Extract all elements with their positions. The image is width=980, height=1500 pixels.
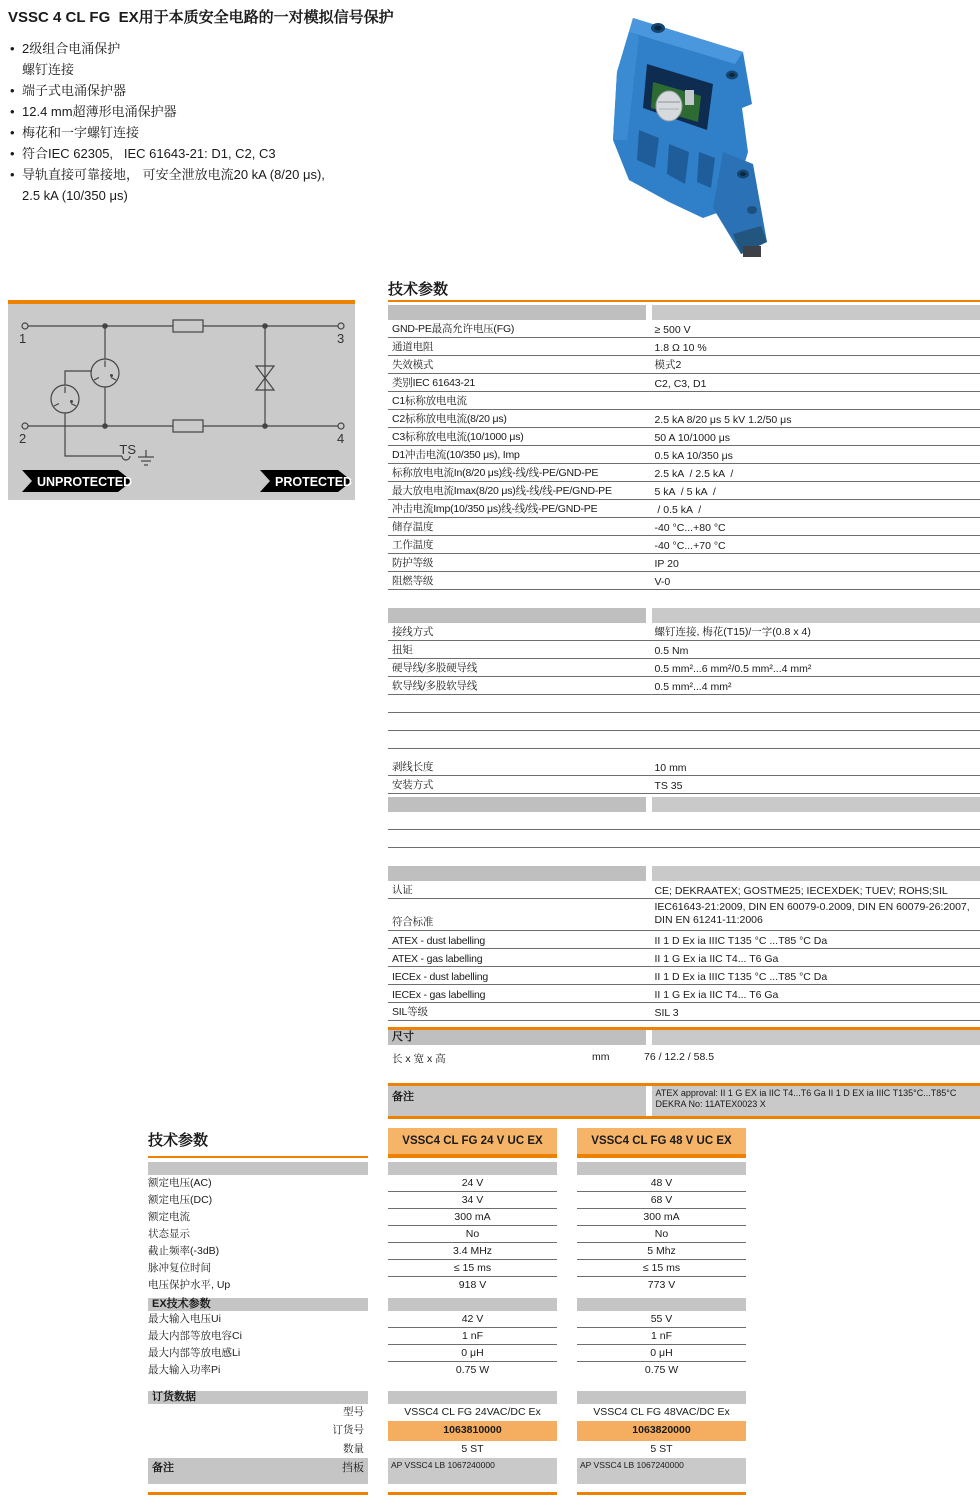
remarks-value xyxy=(652,1086,980,1116)
terminal-label-3: 3 xyxy=(337,331,345,346)
section-bar xyxy=(388,797,980,812)
spec-row xyxy=(388,677,980,695)
spec-label: 数量 xyxy=(343,1443,364,1455)
spec-row xyxy=(388,572,980,590)
feature-text: 螺钉连接 xyxy=(22,62,75,77)
order-number: 1063810000 xyxy=(388,1421,557,1441)
spec-value: / 0.5 kA / xyxy=(654,504,702,516)
section-bar xyxy=(148,1162,368,1175)
spec-row xyxy=(388,338,980,356)
product-header-2: VSSC4 CL FG 48 V UC EX xyxy=(577,1128,746,1158)
spec-value: 24 V xyxy=(388,1175,557,1192)
spec-row xyxy=(388,446,980,464)
accessory-value: AP VSSC4 LB 1067240000 xyxy=(388,1458,557,1484)
spec-value: II 1 G Ex ia IIC T4... T6 Ga xyxy=(654,989,779,1001)
remark-row xyxy=(148,1458,368,1484)
spec-label: 软导线/多股软导线 xyxy=(392,680,478,692)
spec-value: 42 V xyxy=(388,1311,557,1328)
spec-row xyxy=(388,554,980,572)
bullet-icon: • xyxy=(10,125,15,140)
spec-label: 额定电流 xyxy=(148,1211,190,1223)
spec-row xyxy=(388,536,980,554)
spec-row xyxy=(388,931,980,949)
spec-value: -40 °C...+80 °C xyxy=(654,522,726,534)
spec-value: 34 V xyxy=(388,1192,557,1209)
product-header-1: VSSC4 CL FG 24 V UC EX xyxy=(388,1128,557,1158)
spec-label: IECEx - dust labelling xyxy=(392,971,488,983)
table-gap xyxy=(388,848,980,863)
spec-label: 最大放电电流Imax(8/20 μs)线-线/线-PE/GND-PE xyxy=(392,485,612,497)
section-bar xyxy=(388,1391,557,1404)
spec-value: VSSC4 CL FG 24VAC/DC Ex xyxy=(404,1406,541,1418)
feature-item xyxy=(10,164,325,185)
bar-right xyxy=(652,608,980,623)
feature-text: 2级组合电涌保护 xyxy=(22,41,121,56)
empty-row xyxy=(388,830,980,848)
remarks-title: 备注 xyxy=(388,1086,646,1116)
accessory-label: 挡板 xyxy=(342,1462,364,1474)
spec-value: ≤ 15 ms xyxy=(388,1260,557,1277)
spec-value: 5 Mhz xyxy=(577,1243,746,1260)
table-gap xyxy=(148,1379,368,1387)
spec-label: 剥线长度 xyxy=(392,761,434,773)
product-photo xyxy=(595,12,775,270)
spec-value: 螺钉连接, 梅花(T15)/一字(0.8 x 4) xyxy=(654,626,811,638)
spec-label: 冲击电流Imp(10/350 μs)线-线/线-PE/GND-PE xyxy=(392,503,598,515)
product-photo-image xyxy=(595,12,775,265)
spec-value: No xyxy=(577,1226,746,1243)
spec-row xyxy=(388,758,980,776)
spec-row xyxy=(388,623,980,641)
section-bar xyxy=(577,1391,746,1404)
spec-value: TS 35 xyxy=(654,780,683,792)
spec-label: 电压保护水平, Up xyxy=(148,1279,231,1291)
empty-row xyxy=(388,713,980,731)
terminal-label-2: 2 xyxy=(19,431,27,446)
bullet-icon: • xyxy=(10,83,15,98)
feature-text: 端子式电涌保护器 xyxy=(22,83,127,98)
spec-label: 硬导线/多股硬导线 xyxy=(392,662,478,674)
spec-value: V-0 xyxy=(654,576,671,588)
comparison-label-column xyxy=(148,1128,368,1495)
spec-value: 0.5 mm²...4 mm² xyxy=(654,681,732,693)
dimensions-title: 尺寸 xyxy=(388,1030,646,1045)
spec-value: CE; DEKRAATEX; GOSTME25; IECEXDEK; TUEV; ROHS;SIL xyxy=(654,885,948,897)
spec-label: 最大输入电压Ui xyxy=(148,1313,221,1325)
feature-text: 2.5 kA (10/350 μs) xyxy=(22,188,128,203)
bullet-spacer xyxy=(10,59,22,80)
spec-row xyxy=(388,356,980,374)
remark-title: 备注 xyxy=(152,1462,174,1474)
remarks-block xyxy=(388,1083,980,1119)
spec-label: 型号 xyxy=(343,1406,364,1418)
spec-value: ≤ 15 ms xyxy=(577,1260,746,1277)
spec-row xyxy=(388,881,980,899)
section-bar: EX技术参数 xyxy=(148,1298,368,1311)
page-title: VSSC 4 CL FG EX用于本质安全电路的一对模拟信号保护 xyxy=(8,9,394,26)
product-column-1 xyxy=(388,1128,557,1495)
spec-label: 标称放电电流In(8/20 μs)线-线/线-PE/GND-PE xyxy=(392,467,599,479)
bullet-icon: • xyxy=(10,167,15,182)
spec-row xyxy=(388,374,980,392)
spec-label: IECEx - gas labelling xyxy=(392,989,486,1001)
spec-value: 918 V xyxy=(458,1279,487,1291)
spec-label: GND-PE最高允许电压(FG) xyxy=(392,323,515,335)
spec-label: 脉冲复位时间 xyxy=(148,1262,211,1274)
spec-label: 接线方式 xyxy=(392,626,434,638)
feature-item-continued xyxy=(10,59,325,80)
spec-label: 最大输入功率Pi xyxy=(148,1364,221,1376)
spec-value: C2, C3, D1 xyxy=(654,378,707,390)
accent-bar xyxy=(388,1492,557,1495)
spec-label: ATEX - gas labelling xyxy=(392,953,483,965)
spec-value: 2.5 kA 8/20 μs 5 kV 1.2/50 μs xyxy=(654,414,792,426)
accent-bar xyxy=(577,1492,746,1495)
spec-row xyxy=(388,1003,980,1021)
dimensions-label: 长 x 宽 x 高 xyxy=(392,1053,446,1065)
remarks-line1: ATEX approval: II 1 G EX ia IIC T4...T6 Ga II 1 D EX ia IIIC T135°C...T85°C xyxy=(655,1088,957,1098)
feature-item xyxy=(10,122,325,143)
table-gap xyxy=(577,1484,746,1492)
spec-label: 额定电压(DC) xyxy=(148,1194,213,1206)
bullet-spacer xyxy=(10,185,22,206)
bar-left xyxy=(388,866,646,881)
spec-row xyxy=(388,464,980,482)
spec-label: 工作温度 xyxy=(392,539,434,551)
section-bar xyxy=(388,608,980,623)
spec-label: 安装方式 xyxy=(392,779,434,791)
feature-text: 导轨直接可靠接地， 可安全泄放电流20 kA (8/20 μs), xyxy=(22,167,325,182)
product-column-2 xyxy=(577,1128,746,1495)
spec-label: 储存温度 xyxy=(392,521,434,533)
spec-value: 2.5 kA / 2.5 kA / xyxy=(654,468,734,480)
spec-label: 类别IEC 61643-21 xyxy=(392,377,475,389)
spec-row xyxy=(388,659,980,677)
terminal-label-1: 1 xyxy=(19,331,27,346)
spec-label: 扭矩 xyxy=(392,644,413,656)
spec-row xyxy=(388,320,980,338)
order-number: 1063820000 xyxy=(577,1421,746,1441)
accent-rule xyxy=(388,300,980,302)
protected-label: PROTECTED xyxy=(275,475,353,489)
dimensions-value: 76 / 12.2 / 58.5 xyxy=(644,1051,715,1063)
spec-label: 阻燃等级 xyxy=(392,575,434,587)
spec-label: 防护等级 xyxy=(392,557,434,569)
table-gap xyxy=(388,590,980,605)
spec-row xyxy=(388,410,980,428)
bar-right xyxy=(652,866,980,881)
spec-label: C3标称放电电流(10/1000 μs) xyxy=(392,431,524,443)
spec-value: 1 nF xyxy=(388,1328,557,1345)
spec-value: 0.5 Nm xyxy=(654,645,689,657)
spec-value: 5 ST xyxy=(650,1443,673,1455)
spec-value: 0 μH xyxy=(577,1345,746,1362)
spec-row xyxy=(388,500,980,518)
spec-label: 订货号 xyxy=(332,1424,364,1436)
section-bar xyxy=(388,866,980,881)
section-bar: 订货数据 xyxy=(148,1391,368,1404)
bar-right xyxy=(652,1030,980,1045)
technical-parameters-table xyxy=(388,278,980,1119)
spec-row xyxy=(388,949,980,967)
spec-row xyxy=(388,776,980,794)
table-gap xyxy=(577,1379,746,1387)
spec-label: D1冲击电流(10/350 μs), Imp xyxy=(392,449,520,461)
spec-label: 失效模式 xyxy=(392,359,434,371)
spec-value: 10 mm xyxy=(654,762,687,774)
spec-value: IP 20 xyxy=(654,558,679,570)
spec-value: 68 V xyxy=(577,1192,746,1209)
spec-label: 通道电阻 xyxy=(392,341,434,353)
spec-value: 0.5 mm²...6 mm²/0.5 mm²...4 mm² xyxy=(654,663,812,675)
unprotected-label: UNPROTECTED xyxy=(37,475,133,489)
bar-right xyxy=(652,305,980,320)
spec-value: ≥ 500 V xyxy=(654,324,691,336)
spec-value: SIL 3 xyxy=(654,1007,679,1019)
spec-value: 0.75 W xyxy=(455,1364,490,1376)
section-bar xyxy=(577,1162,746,1175)
spec-value: 55 V xyxy=(577,1311,746,1328)
spec-label: SIL等级 xyxy=(392,1006,428,1018)
section-bar xyxy=(388,1162,557,1175)
spec-label: C2标称放电电流(8/20 μs) xyxy=(392,413,507,425)
section-bar xyxy=(577,1298,746,1311)
spec-value: 48 V xyxy=(577,1175,746,1192)
accent-bar xyxy=(148,1492,368,1495)
spec-value: II 1 D Ex ia IIIC T135 °C ...T85 °C Da xyxy=(654,935,828,947)
spec-value: 300 mA xyxy=(577,1209,746,1226)
comparison-title-wrap xyxy=(148,1128,368,1158)
section-title: 技术参数 xyxy=(388,281,449,298)
empty-row xyxy=(388,731,980,749)
spec-row xyxy=(388,428,980,446)
bullet-icon: • xyxy=(10,104,15,119)
spec-row xyxy=(388,967,980,985)
spec-row xyxy=(388,518,980,536)
empty-row xyxy=(388,695,980,713)
spec-value: II 1 D Ex ia IIIC T135 °C ...T85 °C Da xyxy=(654,971,828,983)
feature-item-continued xyxy=(10,185,325,206)
section-bar xyxy=(388,1298,557,1311)
spec-value: No xyxy=(388,1226,557,1243)
dimensions-unit: mm xyxy=(592,1051,610,1063)
spec-label: 截止频率(-3dB) xyxy=(148,1245,220,1257)
feature-item xyxy=(10,80,325,101)
spec-value: 0 μH xyxy=(388,1345,557,1362)
spec-value: 5 kA / 5 kA / xyxy=(654,486,716,498)
spec-label: 最大内部等放电容Ci xyxy=(148,1330,242,1342)
spec-value: IEC61643-21:2009, DIN EN 60079-0.2009, DIN EN 60079-26:2007, DIN EN 61241-11:2006 xyxy=(654,901,973,926)
feature-text: 符合IEC 62305, IEC 61643-21: D1, C2, C3 xyxy=(22,146,276,161)
product-comparison-table xyxy=(148,1128,746,1495)
empty-row xyxy=(388,812,980,830)
feature-item xyxy=(10,101,325,122)
feature-item xyxy=(10,38,325,59)
spec-value: VSSC4 CL FG 48VAC/DC Ex xyxy=(593,1406,730,1418)
bullet-icon: • xyxy=(10,146,15,161)
spec-label: 认证 xyxy=(392,884,413,896)
spec-label: 额定电压(AC) xyxy=(148,1177,212,1189)
spec-label: 状态显示 xyxy=(148,1228,190,1240)
spec-value: 模式2 xyxy=(654,359,682,371)
table-gap xyxy=(148,1484,368,1492)
spec-row xyxy=(388,482,980,500)
spec-value: 50 A 10/1000 μs xyxy=(654,432,730,444)
bar-left xyxy=(388,797,646,812)
dimensions-header xyxy=(388,1027,980,1045)
spec-rows xyxy=(388,305,980,1021)
section-bar xyxy=(388,305,980,320)
feature-item xyxy=(10,143,325,164)
feature-text: 梅花和一字螺钉连接 xyxy=(22,125,140,140)
spec-value: 3.4 MHz xyxy=(388,1243,557,1260)
spec-label: 最大内部等放电感Li xyxy=(148,1347,241,1359)
accent-rule xyxy=(148,1156,368,1158)
spec-row xyxy=(388,641,980,659)
spec-value: 1.8 Ω 10 % xyxy=(654,342,707,354)
spec-label: C1标称放电电流 xyxy=(392,395,467,407)
remarks-line2: DEKRA No: 11ATEX0023 X xyxy=(655,1098,766,1109)
bar-left xyxy=(388,608,646,623)
circuit-diagram xyxy=(8,300,355,500)
spec-row xyxy=(388,899,980,931)
spec-value: 773 V xyxy=(647,1279,676,1291)
terminal-label-4: 4 xyxy=(337,431,345,446)
spec-label: ATEX - dust labelling xyxy=(392,935,486,947)
dimensions-row xyxy=(388,1045,980,1075)
spec-value: 5 ST xyxy=(461,1443,484,1455)
feature-list xyxy=(10,38,325,206)
table-gap xyxy=(388,1484,557,1492)
bar-right xyxy=(652,797,980,812)
accessory-value: AP VSSC4 LB 1067240000 xyxy=(577,1458,746,1484)
bar-left xyxy=(388,305,646,320)
spec-value: -40 °C...+70 °C xyxy=(654,540,726,552)
spec-value: 1 nF xyxy=(577,1328,746,1345)
spec-value: 0.5 kA 10/350 μs xyxy=(654,450,733,462)
feature-text: 12.4 mm超薄形电涌保护器 xyxy=(22,104,177,119)
ts-label: TS xyxy=(119,442,136,457)
table-gap xyxy=(388,1379,557,1387)
spec-label: 符合标准 xyxy=(392,916,434,928)
spec-row xyxy=(388,392,980,410)
spec-value: 300 mA xyxy=(388,1209,557,1226)
bullet-icon: • xyxy=(10,41,15,56)
spec-row xyxy=(388,985,980,1003)
spec-value: II 1 G Ex ia IIC T4... T6 Ga xyxy=(654,953,779,965)
comparison-title: 技术参数 xyxy=(148,1132,209,1149)
table-gap xyxy=(388,749,980,758)
circuit-diagram-image xyxy=(8,304,355,500)
spec-value: 0.75 W xyxy=(644,1364,679,1376)
